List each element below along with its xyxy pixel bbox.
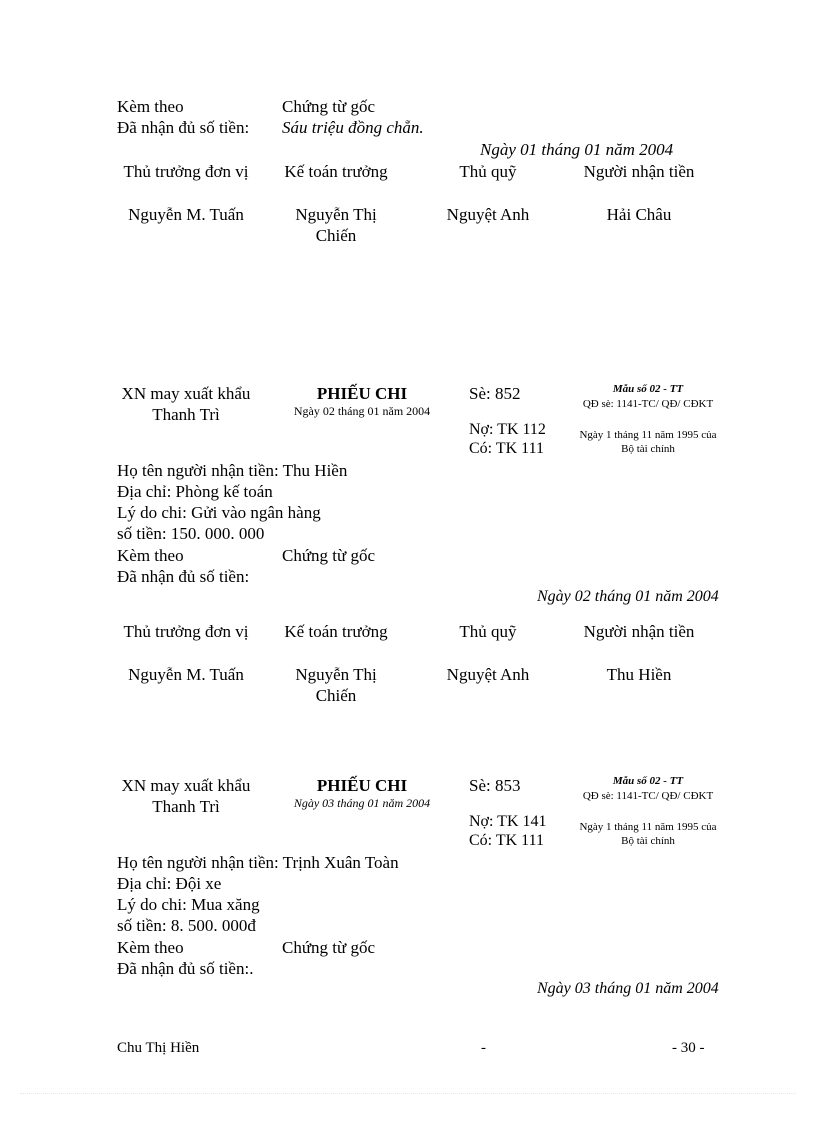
signature-cashier-name: Nguyệt Anh bbox=[446, 205, 530, 224]
signature-receiver-name: Hải Châu bbox=[606, 205, 672, 224]
voucher-title: PHIẾU CHI bbox=[316, 384, 408, 403]
recipient-address: Địa chỉ: Phòng kế toán bbox=[117, 482, 273, 501]
payment-amount: số tiền: 150. 000. 000 bbox=[117, 524, 265, 543]
debit-account: Nợ: TK 141 bbox=[469, 813, 547, 830]
voucher-date: Ngày 02 tháng 01 năm 2004 bbox=[293, 404, 431, 418]
received-value: Sáu triệu đồng chẵn. bbox=[282, 118, 424, 137]
voucher-number: Sè: 853 bbox=[469, 776, 521, 795]
signature-accountant-title: Kế toán trưởng bbox=[284, 622, 388, 641]
form-date: Ngày 1 tháng 11 năm 1995 của Bộ tài chính bbox=[579, 429, 717, 455]
signature-receiver-name: Thu Hiền bbox=[606, 665, 672, 684]
voucher-number: Sè: 852 bbox=[469, 384, 521, 403]
received-label: Đã nhận đủ số tiền: bbox=[117, 118, 250, 137]
form-reference: QĐ sè: 1141-TC/ QĐ/ CĐKT bbox=[582, 398, 714, 410]
recipient-address: Địa chỉ: Đội xe bbox=[117, 874, 222, 893]
page-number: - 30 - bbox=[672, 1040, 705, 1056]
attach-label: Kèm theo bbox=[117, 938, 184, 957]
company-name: XN may xuất khẩu Thanh Trì bbox=[121, 384, 251, 424]
received-label: Đã nhận đủ số tiền: bbox=[117, 567, 250, 586]
signature-accountant-title: Kế toán trưởng bbox=[284, 162, 388, 181]
signature-cashier-title: Thủ quỹ bbox=[459, 622, 517, 641]
signature-head-title: Thủ trưởng đơn vị bbox=[123, 622, 249, 641]
page-bottom-divider bbox=[20, 1093, 796, 1094]
footer-separator: - bbox=[481, 1040, 486, 1056]
form-date: Ngày 1 tháng 11 năm 1995 của Bộ tài chính bbox=[579, 821, 717, 847]
payment-reason: Lý do chi: Mua xăng bbox=[117, 895, 260, 914]
signature-head-title: Thủ trưởng đơn vị bbox=[123, 162, 249, 181]
signature-cashier-name: Nguyệt Anh bbox=[446, 665, 530, 684]
attach-value: Chứng từ gốc bbox=[282, 546, 376, 565]
date-line: Ngày 01 tháng 01 năm 2004 bbox=[480, 140, 674, 159]
signature-accountant-name: Nguyễn Thị Chiến bbox=[295, 205, 377, 245]
credit-account: Có: TK 111 bbox=[469, 440, 544, 457]
voucher-date: Ngày 03 tháng 01 năm 2004 bbox=[293, 796, 431, 810]
footer-author: Chu Thị Hiền bbox=[117, 1040, 200, 1056]
recipient-name: Họ tên người nhận tiền: Trịnh Xuân Toàn bbox=[117, 853, 399, 872]
form-number: Mẫu số 02 - TT bbox=[612, 383, 684, 395]
credit-account: Có: TK 111 bbox=[469, 832, 544, 849]
signature-head-name: Nguyễn M. Tuấn bbox=[128, 205, 244, 224]
debit-account: Nợ: TK 112 bbox=[469, 421, 546, 438]
voucher-title: PHIẾU CHI bbox=[316, 776, 408, 795]
attach-value: Chứng từ gốc bbox=[282, 938, 376, 957]
signature-cashier-title: Thủ quỹ bbox=[459, 162, 517, 181]
payment-amount: số tiền: 8. 500. 000đ bbox=[117, 916, 256, 935]
signature-receiver-title: Người nhận tiền bbox=[583, 162, 695, 181]
recipient-name: Họ tên người nhận tiền: Thu Hiền bbox=[117, 461, 348, 480]
date-line: Ngày 03 tháng 01 năm 2004 bbox=[537, 980, 719, 997]
company-name: XN may xuất khẩu Thanh Trì bbox=[121, 776, 251, 816]
attach-label: Kèm theo bbox=[117, 546, 184, 565]
form-reference: QĐ sè: 1141-TC/ QĐ/ CĐKT bbox=[582, 790, 714, 802]
signature-accountant-name: Nguyễn Thị Chiến bbox=[295, 665, 377, 705]
payment-reason: Lý do chi: Gửi vào ngân hàng bbox=[117, 503, 321, 522]
date-line: Ngày 02 tháng 01 năm 2004 bbox=[537, 588, 719, 605]
received-label: Đã nhận đủ số tiền:. bbox=[117, 959, 254, 978]
signature-head-name: Nguyễn M. Tuấn bbox=[128, 665, 244, 684]
form-number: Mẫu số 02 - TT bbox=[612, 775, 684, 787]
attach-label: Kèm theo bbox=[117, 97, 184, 116]
attach-value: Chứng từ gốc bbox=[282, 97, 376, 116]
signature-receiver-title: Người nhận tiền bbox=[583, 622, 695, 641]
